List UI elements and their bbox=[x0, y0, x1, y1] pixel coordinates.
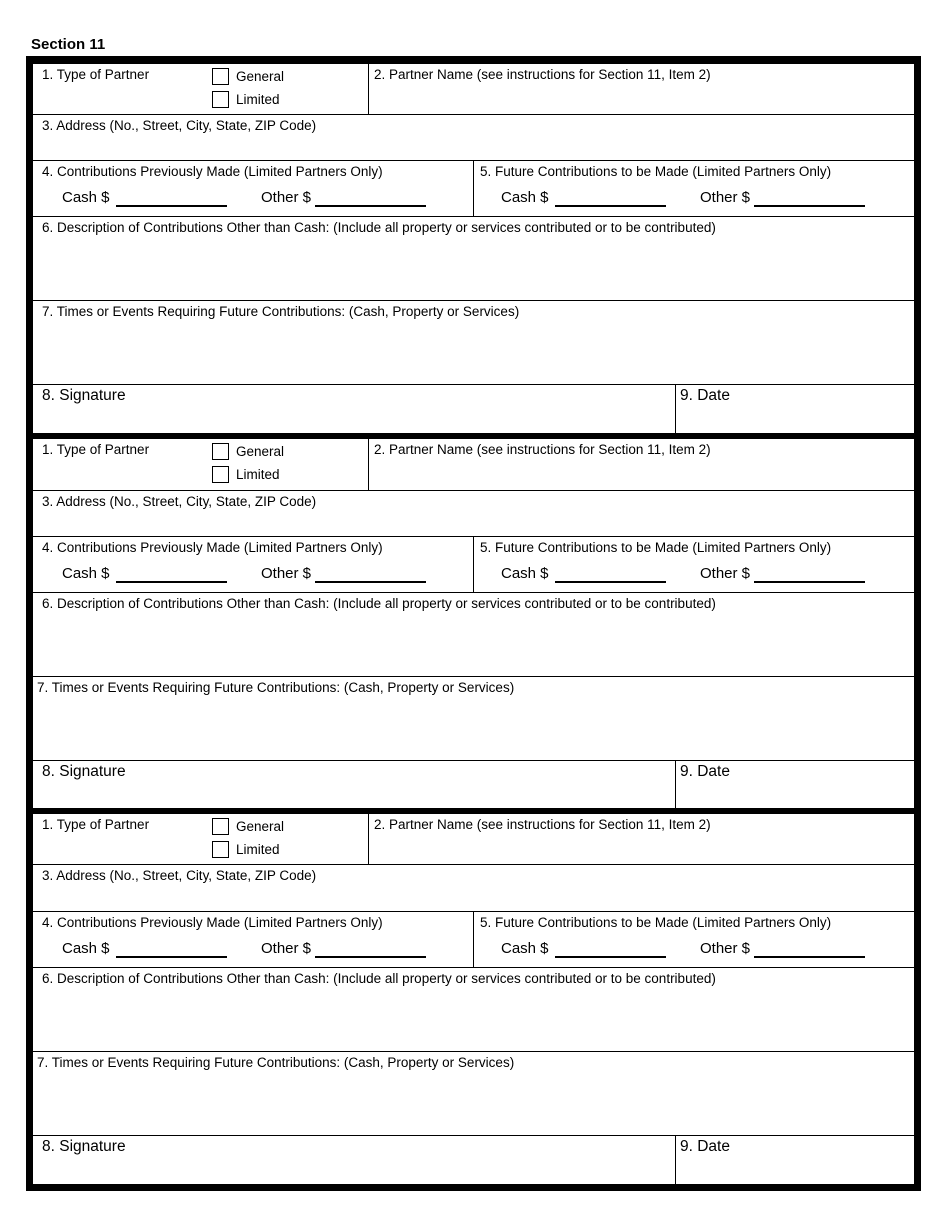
date-label: 9. Date bbox=[680, 387, 730, 404]
general-checkbox[interactable] bbox=[212, 68, 229, 85]
prev-cash-input[interactable] bbox=[117, 564, 227, 581]
date-label: 9. Date bbox=[680, 1138, 730, 1155]
future-other-input[interactable] bbox=[755, 188, 865, 205]
address-input[interactable] bbox=[42, 888, 902, 908]
date-input[interactable] bbox=[680, 1160, 905, 1180]
limited-label: Limited bbox=[236, 842, 280, 857]
section-title: Section 11 bbox=[31, 36, 106, 53]
partner-block-1 bbox=[33, 64, 914, 433]
type-of-partner-label: 1. Type of Partner bbox=[42, 442, 150, 457]
future-cash-label: Cash $ bbox=[501, 940, 549, 957]
prev-cash-label: Cash $ bbox=[62, 940, 110, 957]
prev-cash-input[interactable] bbox=[117, 188, 227, 205]
future-cash-input[interactable] bbox=[556, 939, 666, 956]
partner-name-input[interactable] bbox=[374, 463, 904, 485]
limited-checkbox[interactable] bbox=[212, 841, 229, 858]
prev-other-label: Other $ bbox=[261, 940, 312, 957]
future-cash-label: Cash $ bbox=[501, 189, 549, 206]
times-events-label: 7. Times or Events Requiring Future Contributions: (Cash, Property or Services) bbox=[42, 304, 520, 319]
partner-block-2 bbox=[33, 439, 914, 808]
future-other-label: Other $ bbox=[700, 189, 751, 206]
prev-other-input[interactable] bbox=[316, 188, 426, 205]
future-contributions-label: 5. Future Contributions to be Made (Limited Partners Only) bbox=[480, 915, 832, 930]
future-cash-input[interactable] bbox=[556, 188, 666, 205]
general-checkbox[interactable] bbox=[212, 818, 229, 835]
limited-checkbox[interactable] bbox=[212, 91, 229, 108]
date-input[interactable] bbox=[680, 409, 905, 429]
future-other-label: Other $ bbox=[700, 940, 751, 957]
general-label: General bbox=[236, 69, 285, 84]
prev-other-label: Other $ bbox=[261, 565, 312, 582]
signature-input[interactable] bbox=[42, 1160, 667, 1180]
contributions-previous-label: 4. Contributions Previously Made (Limited Partners Only) bbox=[42, 915, 383, 930]
future-cash-label: Cash $ bbox=[501, 565, 549, 582]
partner-name-input[interactable] bbox=[374, 88, 904, 110]
prev-other-input[interactable] bbox=[316, 564, 426, 581]
partner-name-label: 2. Partner Name (see instructions for Section 11, Item 2) bbox=[374, 442, 711, 457]
general-checkbox[interactable] bbox=[212, 443, 229, 460]
times-events-label: 7. Times or Events Requiring Future Contributions: (Cash, Property or Services) bbox=[37, 680, 515, 695]
prev-cash-label: Cash $ bbox=[62, 565, 110, 582]
description-label: 6. Description of Contributions Other than Cash: (Include all property or services contributed or to be contributed) bbox=[42, 971, 716, 986]
prev-other-input[interactable] bbox=[316, 939, 426, 956]
future-other-label: Other $ bbox=[700, 565, 751, 582]
future-cash-input[interactable] bbox=[556, 564, 666, 581]
date-input[interactable] bbox=[680, 785, 905, 805]
future-contributions-label: 5. Future Contributions to be Made (Limited Partners Only) bbox=[480, 164, 832, 179]
signature-input[interactable] bbox=[42, 409, 667, 429]
type-of-partner-label: 1. Type of Partner bbox=[42, 67, 150, 82]
address-label: 3. Address (No., Street, City, State, ZIP Code) bbox=[42, 494, 317, 509]
general-label: General bbox=[236, 819, 285, 834]
limited-checkbox[interactable] bbox=[212, 466, 229, 483]
limited-label: Limited bbox=[236, 92, 280, 107]
partner-name-label: 2. Partner Name (see instructions for Section 11, Item 2) bbox=[374, 67, 711, 82]
signature-input[interactable] bbox=[42, 785, 667, 805]
address-input[interactable] bbox=[42, 138, 902, 158]
future-other-input[interactable] bbox=[755, 939, 865, 956]
partner-form bbox=[26, 56, 921, 1191]
times-events-input[interactable] bbox=[42, 700, 902, 756]
partner-name-input[interactable] bbox=[374, 838, 904, 860]
type-of-partner-label: 1. Type of Partner bbox=[42, 817, 150, 832]
address-label: 3. Address (No., Street, City, State, ZIP Code) bbox=[42, 868, 317, 883]
future-other-input[interactable] bbox=[755, 564, 865, 581]
prev-other-label: Other $ bbox=[261, 189, 312, 206]
date-label: 9. Date bbox=[680, 763, 730, 780]
signature-label: 8. Signature bbox=[42, 387, 126, 404]
description-label: 6. Description of Contributions Other than Cash: (Include all property or services contributed or to be contributed) bbox=[42, 596, 716, 611]
description-input[interactable] bbox=[42, 616, 902, 672]
times-events-label: 7. Times or Events Requiring Future Contributions: (Cash, Property or Services) bbox=[37, 1055, 515, 1070]
prev-cash-label: Cash $ bbox=[62, 189, 110, 206]
contributions-previous-label: 4. Contributions Previously Made (Limited Partners Only) bbox=[42, 540, 383, 555]
times-events-input[interactable] bbox=[42, 324, 902, 380]
description-input[interactable] bbox=[42, 240, 902, 296]
times-events-input[interactable] bbox=[42, 1075, 902, 1131]
contributions-previous-label: 4. Contributions Previously Made (Limited Partners Only) bbox=[42, 164, 383, 179]
signature-label: 8. Signature bbox=[42, 763, 126, 780]
limited-label: Limited bbox=[236, 467, 280, 482]
general-label: General bbox=[236, 444, 285, 459]
partner-name-label: 2. Partner Name (see instructions for Section 11, Item 2) bbox=[374, 817, 711, 832]
description-label: 6. Description of Contributions Other than Cash: (Include all property or services contributed or to be contributed) bbox=[42, 220, 716, 235]
future-contributions-label: 5. Future Contributions to be Made (Limited Partners Only) bbox=[480, 540, 832, 555]
address-label: 3. Address (No., Street, City, State, ZIP Code) bbox=[42, 118, 317, 133]
signature-label: 8. Signature bbox=[42, 1138, 126, 1155]
partner-block-3 bbox=[33, 814, 914, 1184]
prev-cash-input[interactable] bbox=[117, 939, 227, 956]
description-input[interactable] bbox=[42, 991, 902, 1047]
address-input[interactable] bbox=[42, 514, 902, 534]
